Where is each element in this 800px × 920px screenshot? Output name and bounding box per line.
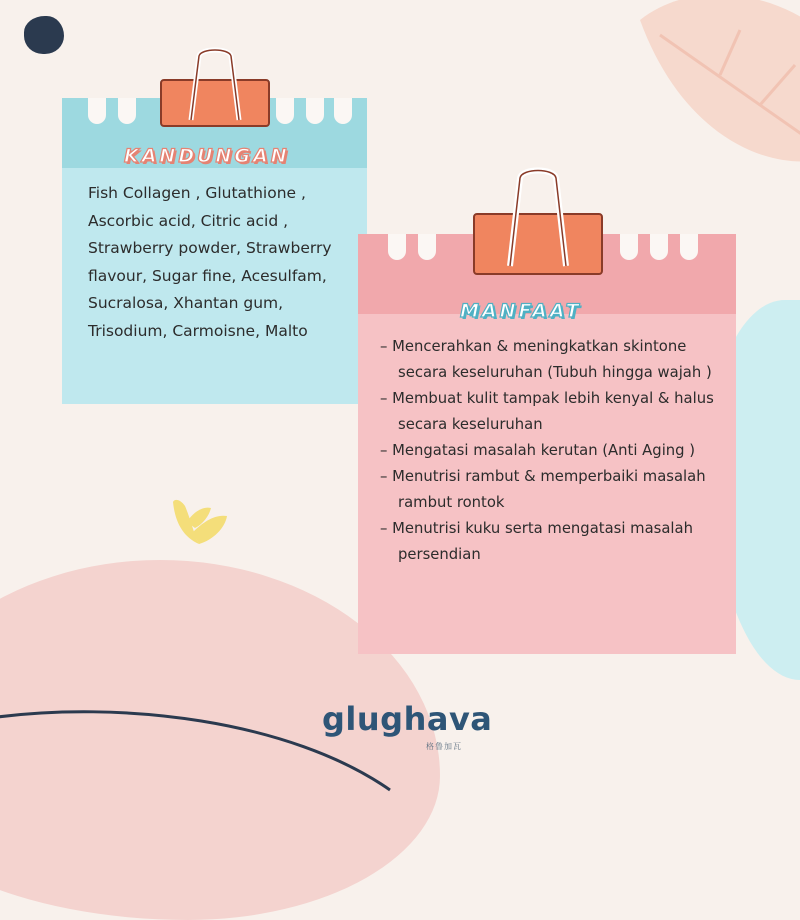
brand-subtitle: 格鲁加瓦	[426, 742, 462, 751]
binder-hole	[88, 98, 106, 124]
brand-logo: glughava	[322, 700, 493, 738]
navy-blob-decoration	[24, 16, 64, 54]
binder-hole	[118, 98, 136, 124]
binder-clip-icon	[470, 166, 606, 278]
list-item: – Mengatasi masalah kerutan (Anti Aging )	[380, 438, 730, 464]
manfaat-card	[358, 228, 736, 654]
benefits-list	[380, 334, 730, 568]
binder-hole	[276, 98, 294, 124]
peach-leaf-decoration	[620, 0, 800, 180]
list-item: – Mencerahkan & meningkatkan skintone secara keseluruhan (Tubuh hingga wajah )	[380, 334, 730, 386]
list-item: – Membuat kulit tampak lebih kenyal & halus secara keseluruhan	[380, 386, 730, 438]
yellow-leaf-decoration	[163, 492, 235, 552]
binder-clip-icon	[157, 46, 273, 128]
manfaat-heading: MANFAAT	[460, 300, 582, 322]
ingredients-text: Fish Collagen , Glutathione , Ascorbic acid, Citric acid , Strawberry powder, Strawberry flavour, Sugar fine, Acesulfam, Sucralosa, Xhantan gum, Trisodium, Carmoisne, Malto	[88, 184, 332, 340]
list-item: – Menutrisi kuku serta mengatasi masalah persendian	[380, 516, 730, 568]
binder-hole	[620, 234, 638, 260]
binder-hole	[306, 98, 324, 124]
list-item: – Menutrisi rambut & memperbaiki masalah rambut rontok	[380, 464, 730, 516]
binder-hole	[680, 234, 698, 260]
binder-hole	[418, 234, 436, 260]
binder-hole	[388, 234, 406, 260]
kandungan-heading: KANDUNGAN	[124, 145, 290, 167]
binder-hole	[334, 98, 352, 124]
kandungan-card	[62, 88, 367, 404]
binder-hole	[650, 234, 668, 260]
